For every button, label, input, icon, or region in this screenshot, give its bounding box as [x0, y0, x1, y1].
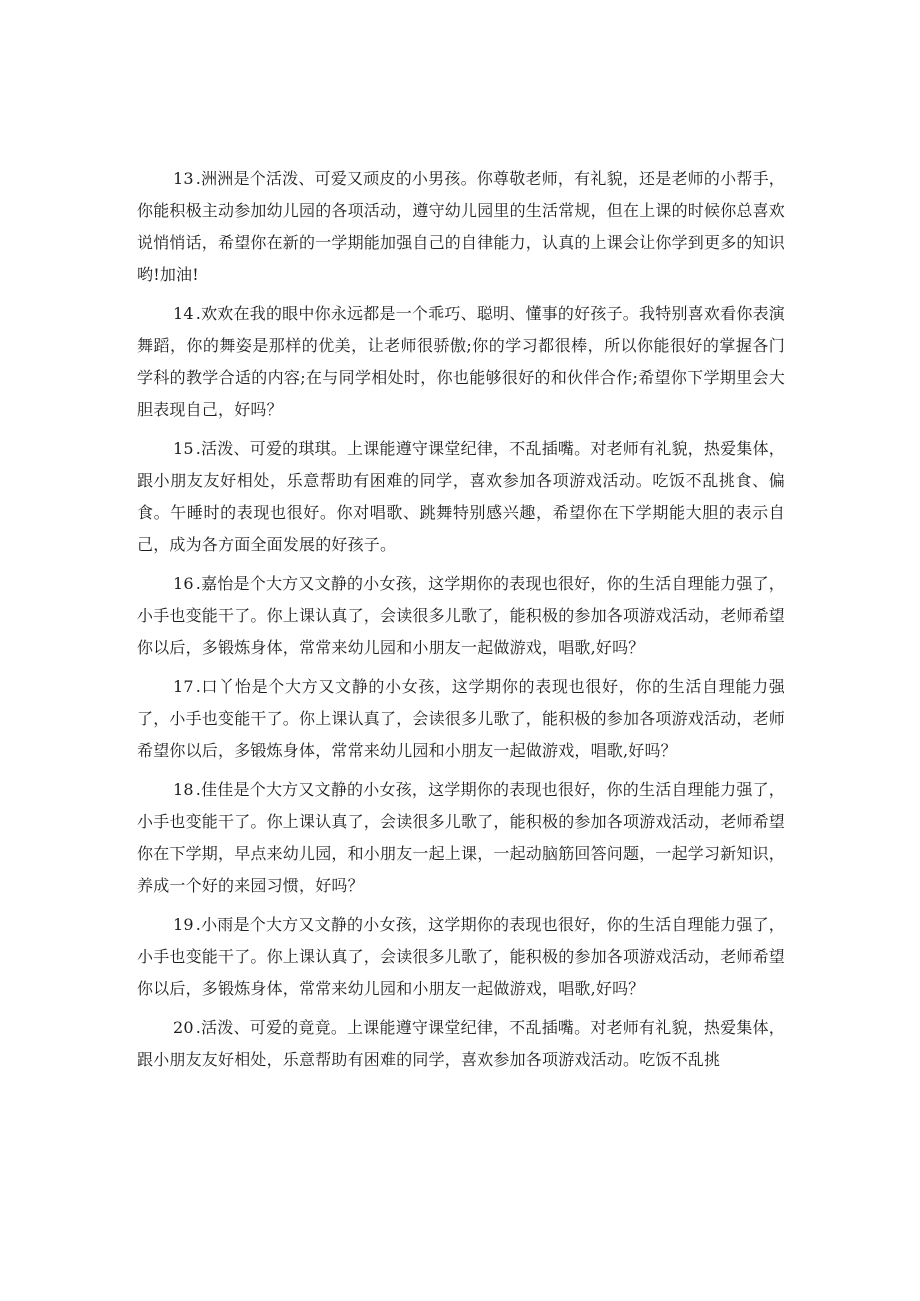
paragraph-text: .活泼、可爱的琪琪。上课能遵守课堂纪律，不乱插嘴。对老师有礼貌，热爱集体，跟小朋友友好相处，乐意帮助有困难的同学，喜欢参加各项游戏活动。吃饭不乱挑食、偏食。午睡时的表现也很好。你对唱歌、跳舞特别感兴趣，希望你在下学期能大胆的表示自己，成为各方面全面发展的好孩子。: [137, 439, 785, 554]
paragraph-19: [137, 909, 785, 1005]
paragraph-number: 18: [173, 780, 194, 799]
paragraph-text: .洲洲是个活泼、可爱又顽皮的小男孩。你尊敬老师，有礼貌，还是老师的小帮手，你能积极主动参加幼儿园的各项活动，遵守幼儿园里的生活常规，但在上课的时候你总喜欢说悄悄话，希望你在新的一学期能加强自己的自律能力，认真的上课会让你学到更多的知识哟!加油!: [137, 169, 786, 284]
paragraph-text: .佳佳是个大方又文静的小女孩，这学期你的表现也很好，你的生活自理能力强了，小手也变能干了。你上课认真了，会读很多儿歌了，能积极的参加各项游戏活动，老师希望你在下学期，早点来幼儿园，和小朋友一起上课，一起动脑筋回答问题，一起学习新知识，养成一个好的来园习惯，好吗？: [137, 780, 786, 895]
paragraph-18: [137, 774, 785, 902]
paragraph-text: .欢欢在我的眼中你永远都是一个乖巧、聪明、懂事的好孩子。我特别喜欢看你表演舞蹈，你的舞姿是那样的优美，让老师很骄傲;你的学习都很棒，所以你能很好的掌握各门学科的教学合适的内容;在与同学相处时，你也能够很好的和伙伴合作;希望你下学期里会大胆表现自己，好吗？: [137, 304, 785, 419]
paragraph-20: [137, 1012, 785, 1076]
paragraph-number: 15: [173, 439, 194, 458]
document-body: [137, 163, 785, 1083]
paragraph-text: .口丫怡是个大方又文静的小女孩，这学期你的表现也很好，你的生活自理能力强了，小手也变能干了。你上课认真了，会读很多儿歌了，能积极的参加各项游戏活动，老师希望你以后，多锻炼身体，常常来幼儿园和小朋友一起做游戏，唱歌,好吗？: [137, 677, 786, 760]
paragraph-13: [137, 163, 785, 291]
paragraph-number: 14: [173, 304, 194, 323]
paragraph-text: .嘉怡是个大方又文静的小女孩，这学期你的表现也很好，你的生活自理能力强了，小手也变能干了。你上课认真了，会读很多儿歌了，能积极的参加各项游戏活动，老师希望你以后，多锻炼身体，常常来幼儿园和小朋友一起做游戏，唱歌,好吗？: [137, 574, 786, 657]
paragraph-16: [137, 568, 785, 664]
paragraph-number: 16: [173, 574, 194, 593]
paragraph-14: [137, 298, 785, 426]
paragraph-number: 13: [173, 169, 194, 188]
paragraph-text: .活泼、可爱的竟竟。上课能遵守课堂纪律，不乱插嘴。对老师有礼貌，热爱集体，跟小朋友友好相处，乐意帮助有困难的同学，喜欢参加各项游戏活动。吃饭不乱挑: [137, 1018, 785, 1069]
paragraph-number: 19: [173, 915, 194, 934]
paragraph-text: .小雨是个大方又文静的小女孩，这学期你的表现也很好，你的生活自理能力强了，小手也变能干了。你上课认真了，会读很多儿歌了，能积极的参加各项游戏活动，老师希望你以后，多锻炼身体，常常来幼儿园和小朋友一起做游戏，唱歌,好吗？: [137, 915, 786, 998]
paragraph-number: 17: [173, 677, 194, 696]
paragraph-15: [137, 433, 785, 561]
paragraph-number: 20: [173, 1018, 194, 1037]
paragraph-17: [137, 671, 785, 767]
